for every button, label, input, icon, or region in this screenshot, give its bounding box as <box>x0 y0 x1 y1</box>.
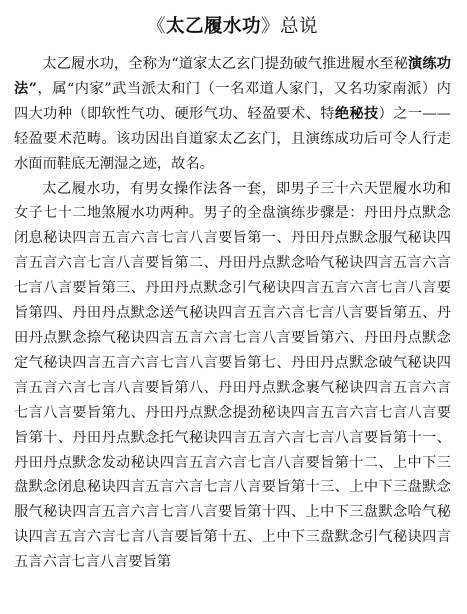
paragraph-1-text-e: ）之一——轻盈要术范畴。该功因出自道家太乙玄门，且演练成功后可令人行走水面而鞋底无潮湿之迹，故名。 <box>14 105 451 172</box>
title-open-bracket: 《 <box>146 16 166 37</box>
paragraph-1-text-c: ，属“内家”武当派太和门（一名邓道人家门，又名功家南派）内四大功种（即软性气功、硬形气功、轻盈要术、特 <box>14 80 451 122</box>
title-close-bracket: 》 <box>261 16 281 37</box>
title-suffix: 总说 <box>280 16 319 37</box>
paragraph-2 <box>14 177 451 576</box>
paragraph-1-text-a: 太乙履水功，全称为“道家太乙玄门提劲破气推进履水至秘 <box>42 56 409 72</box>
title-main: 太乙履水功 <box>165 16 261 37</box>
paragraph-2-text: 太乙履水功，有男女操作法各一套，即男子三十六天罡履水功和女子七十二地煞履水功两种。男子的全盘演练步骤是：丹田丹点默念闭息秘诀四言五言六言七言八言要旨第一、丹田丹点默念服气秘诀四言五言六言七言八言要旨第二、丹田丹点默念哈气秘诀四言五言六言七言八言要旨第三、丹田丹点默念引气秘诀四言五言六言七言八言要旨第四、丹田丹点默念送气秘诀四言五言六言七言八言要旨第五、丹田丹点默念捺气秘诀四言五言六言七言八言要旨第六、丹田丹点默念定气秘诀四言五言六言七言八言要旨第七、丹田丹点默念破气秘诀四言五言六言七言八言要旨第八、丹田丹点默念裹气秘诀四言五言六言七言八言要旨第九、丹田丹点默念提劲秘诀四言五言六言七言八言要旨第十、丹田丹点默念托气秘诀四言五言六言七言八言要旨第十一、丹田丹点默念发动秘诀四言五言六言七言八言要旨第十二、上中下三盘默念闭息秘诀四言五言六言七言八言要旨第十三、上中下三盘默念服气秘诀四言五言六言七言八言要旨第十四、上中下三盘默念哈气秘诀四言五言六言七言八言要旨第十五、上中下三盘默念引气秘诀四言五言六言七言八言要旨第 <box>14 180 451 571</box>
paragraph-1-bold-term: 绝秘技 <box>334 105 379 122</box>
paragraph-1 <box>14 52 451 177</box>
paragraph-1-bold-phrase: 演练功法” <box>14 56 451 97</box>
page-title <box>14 14 451 42</box>
